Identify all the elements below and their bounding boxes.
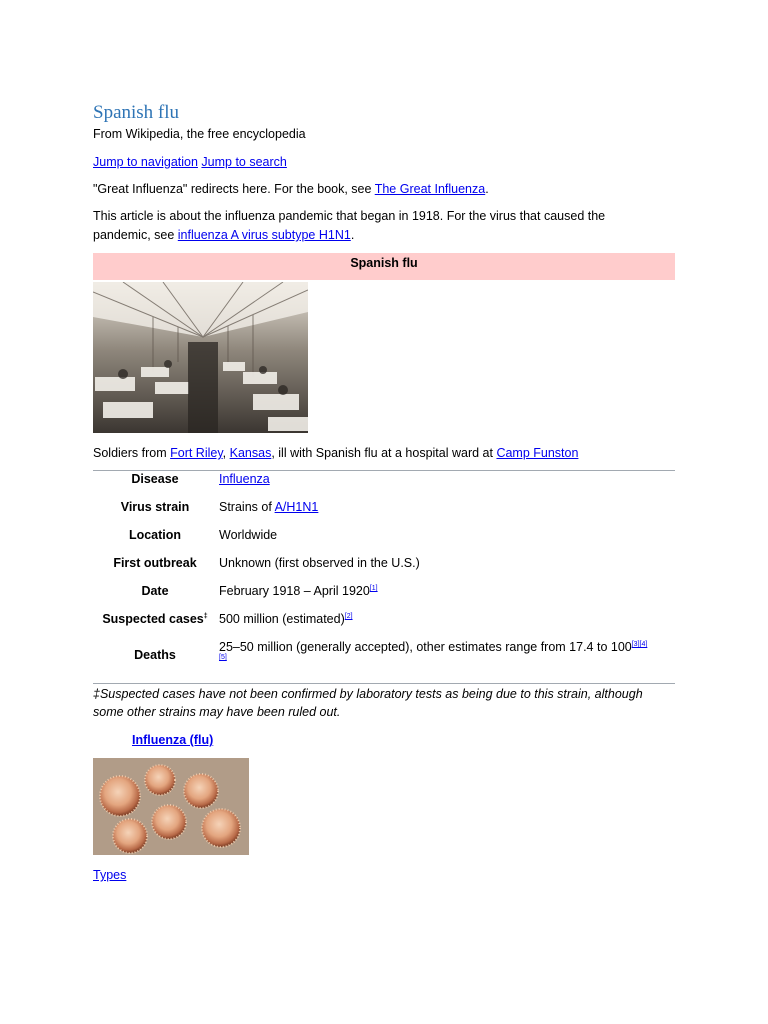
row-value-date: [219, 584, 378, 598]
ref-2-link[interactable]: [2]: [344, 612, 353, 620]
row-label-disease: Disease: [131, 472, 179, 486]
suspected-cases-label: Suspected cases: [102, 612, 204, 626]
camp-funston-link[interactable]: Camp Funston: [496, 446, 579, 460]
influenza-link[interactable]: Influenza: [219, 472, 270, 486]
row-label-first-outbreak: First outbreak: [113, 556, 197, 570]
about-hatnote-line2: [93, 226, 354, 244]
infobox-caption: [93, 444, 578, 462]
jump-links: [93, 153, 287, 171]
double-dagger-mark: ‡: [203, 612, 208, 620]
redirect-hatnote: [93, 180, 489, 198]
virus-micrograph-image: [93, 758, 249, 855]
row-value-deaths-ref2: [219, 654, 227, 661]
ref-5-link[interactable]: [5]: [219, 654, 227, 661]
a-h1n1-link[interactable]: A/H1N1: [274, 500, 319, 514]
tagline: From Wikipedia, the free encyclopedia: [93, 127, 306, 141]
row-label-suspected-cases: [93, 612, 217, 626]
row-value-deaths: [219, 640, 647, 654]
page-title: Spanish flu: [93, 102, 180, 123]
h1n1-link[interactable]: influenza A virus subtype H1N1: [177, 228, 351, 242]
about-end: .: [350, 228, 355, 242]
date-text: February 1918 – April 1920: [219, 584, 370, 598]
row-label-date: Date: [141, 584, 169, 598]
infobox-divider-top: [93, 470, 675, 471]
great-influenza-link[interactable]: The Great Influenza: [374, 182, 486, 196]
hospital-ward-photo[interactable]: [93, 282, 308, 433]
ref-1-link[interactable]: [1]: [369, 584, 378, 592]
kansas-link[interactable]: Kansas: [229, 446, 272, 460]
jump-to-search-link[interactable]: Jump to search: [201, 155, 287, 169]
caption-separator: ,: [222, 446, 230, 460]
virus-strain-text: Strains of: [219, 500, 275, 514]
redirect-text: "Great Influenza" redirects here. For the book, see: [93, 182, 375, 196]
about-hatnote-line1: This article is about the influenza pandemic that began in 1918. For the virus that caused the: [93, 209, 606, 223]
virus-micrograph-photo[interactable]: [93, 758, 249, 855]
sidebar-heading: [132, 731, 213, 749]
types-link[interactable]: Types: [93, 868, 127, 882]
fort-riley-link[interactable]: Fort Riley: [170, 446, 223, 460]
jump-to-navigation-link[interactable]: Jump to navigation: [93, 155, 198, 169]
infobox-title: Spanish flu: [93, 253, 675, 280]
row-label-location: Location: [128, 528, 182, 542]
row-label-deaths: Deaths: [134, 648, 176, 662]
types-line: [93, 866, 126, 884]
redirect-end: .: [485, 182, 489, 196]
row-value-first-outbreak: Unknown (first observed in the U.S.): [219, 556, 420, 570]
suspected-cases-note: ‡Suspected cases have not been confirmed by laboratory tests as being due to this strain, although some other strains may have been ruled out.: [93, 687, 643, 719]
about-text: pandemic, see: [93, 228, 178, 242]
hospital-ward-image: [93, 282, 308, 433]
row-value-virus-strain: [219, 500, 318, 514]
caption-text: Soldiers from: [93, 446, 171, 460]
ref-3-4-link[interactable]: [3][4]: [631, 640, 648, 648]
infobox-divider-bottom: [93, 683, 675, 684]
row-value-disease: [219, 472, 270, 486]
deaths-text: 25–50 million (generally accepted), other estimates range from 17.4 to 100: [219, 640, 632, 654]
row-value-suspected-cases: [219, 612, 353, 626]
caption-text-mid: , ill with Spanish flu at a hospital ward at: [271, 446, 497, 460]
suspected-cases-text: 500 million (estimated): [219, 612, 345, 626]
influenza-flu-link[interactable]: Influenza (flu): [132, 733, 214, 747]
row-label-virus-strain: Virus strain: [120, 500, 190, 514]
row-value-location: Worldwide: [219, 528, 278, 542]
